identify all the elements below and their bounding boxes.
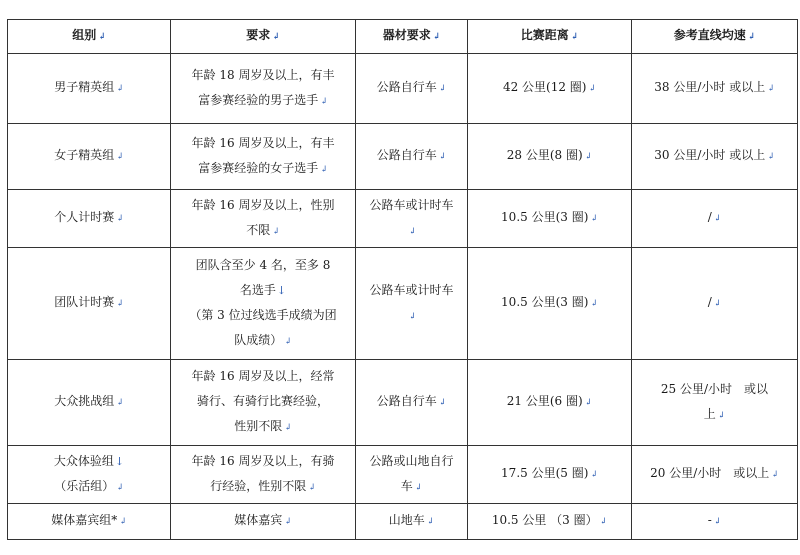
group-cell [8, 446, 171, 504]
requirement-line: 团队含至少 4 名，至多 8 [195, 257, 331, 272]
distance-cell: 17.5 公里(5 圈) ↲ [468, 446, 632, 504]
requirement-cell [171, 124, 356, 190]
line-break-arrow-icon: ↓ [114, 454, 125, 468]
requirement-line: 年龄 18 周岁及以上，有丰 [191, 67, 335, 82]
speed-cell: 20 公里/小时 或以上 ↲ [632, 446, 798, 504]
requirement-cell [171, 248, 356, 360]
requirement-line: 不限 ↲ [246, 222, 280, 237]
group-cell: 媒体嘉宾组* ↲ [8, 504, 171, 540]
equipment-cell: 公路车或计时车↲ [356, 190, 468, 248]
header-cell-speed: 参考直线均速 ↲ [632, 20, 798, 54]
speed-cell [632, 360, 798, 446]
requirement-line: 富参赛经验的男子选手 ↲ [198, 92, 328, 107]
distance-cell: 10.5 公里(3 圈) ↲ [468, 248, 632, 360]
table-row [8, 54, 798, 124]
table-row [8, 446, 798, 504]
group-line: （乐活组） ↲ [54, 478, 124, 493]
header-cell-equipment: 器材要求 ↲ [356, 20, 468, 54]
requirement-line: 行经验，性别不限 ↲ [210, 478, 316, 493]
requirement-line: 年龄 16 周岁及以上，性别 [191, 197, 335, 212]
speed-line: 上 ↲ [703, 406, 726, 421]
group-cell: 男子精英组 ↲ [8, 54, 171, 124]
requirement-cell [171, 446, 356, 504]
registration-table-container [7, 19, 797, 539]
equipment-cell: 公路自行车 ↲ [356, 54, 468, 124]
race-groups-table [7, 19, 798, 540]
table-row [8, 124, 798, 190]
speed-cell: / ↲ [632, 248, 798, 360]
requirement-line: 年龄 16 周岁及以上，有骑 [191, 453, 335, 468]
distance-cell: 42 公里(12 圈) ↲ [468, 54, 632, 124]
equipment-cell: 公路车或计时车↲ [356, 248, 468, 360]
speed-cell: / ↲ [632, 190, 798, 248]
requirement-line: 性别不限 ↲ [234, 419, 292, 433]
group-cell: 大众挑战组 ↲ [8, 360, 171, 446]
line-break-arrow-icon: ↓ [276, 283, 287, 297]
equipment-cell: 公路自行车 ↲ [356, 124, 468, 190]
equipment-line: 公路或山地自行 [369, 453, 454, 468]
table-row [8, 360, 798, 446]
header-cell-requirement: 要求 ↲ [171, 20, 356, 54]
speed-line: 25 公里/小时 或以 [660, 381, 769, 396]
group-cell: 女子精英组 ↲ [8, 124, 171, 190]
requirement-cell [171, 54, 356, 124]
requirement-line: 队成绩） ↲ [234, 332, 292, 347]
equipment-cell: 公路自行车 ↲ [356, 360, 468, 446]
header-row [8, 20, 798, 54]
speed-cell: - ↲ [632, 504, 798, 540]
requirement-line: （第 3 位过线选手成绩为团 [189, 307, 337, 322]
header-cell-distance: 比赛距离 ↲ [468, 20, 632, 54]
distance-cell: 28 公里(8 圈) ↲ [468, 124, 632, 190]
requirement-cell [171, 190, 356, 248]
distance-cell: 10.5 公里 （3 圈） ↲ [468, 504, 632, 540]
group-cell: 团队计时赛 ↲ [8, 248, 171, 360]
group-line: 大众体验组↓ [53, 453, 125, 468]
requirement-line: 年龄 16 周岁及以上，经常 [191, 369, 335, 383]
header-cell-group: 组别 ↲ [8, 20, 171, 54]
speed-cell: 38 公里/小时 或以上 ↲ [632, 54, 798, 124]
requirement-cell: 媒体嘉宾 ↲ [171, 504, 356, 540]
requirement-line: 年龄 16 周岁及以上，有丰 [191, 135, 335, 150]
equipment-line: 车 ↲ [400, 478, 423, 493]
group-cell: 个人计时赛 ↲ [8, 190, 171, 248]
equipment-cell: 山地车 ↲ [356, 504, 468, 540]
requirement-line: 富参赛经验的女子选手 ↲ [198, 160, 328, 175]
distance-cell: 21 公里(6 圈) ↲ [468, 360, 632, 446]
requirement-cell [171, 360, 356, 446]
distance-cell: 10.5 公里(3 圈) ↲ [468, 190, 632, 248]
speed-cell: 30 公里/小时 或以上 ↲ [632, 124, 798, 190]
table-row [8, 248, 798, 360]
requirement-line: 名选手↓ [239, 282, 287, 297]
table-row [8, 504, 798, 540]
table-row [8, 190, 798, 248]
equipment-cell [356, 446, 468, 504]
requirement-line: 骑行、有骑行比赛经验， [196, 394, 329, 408]
